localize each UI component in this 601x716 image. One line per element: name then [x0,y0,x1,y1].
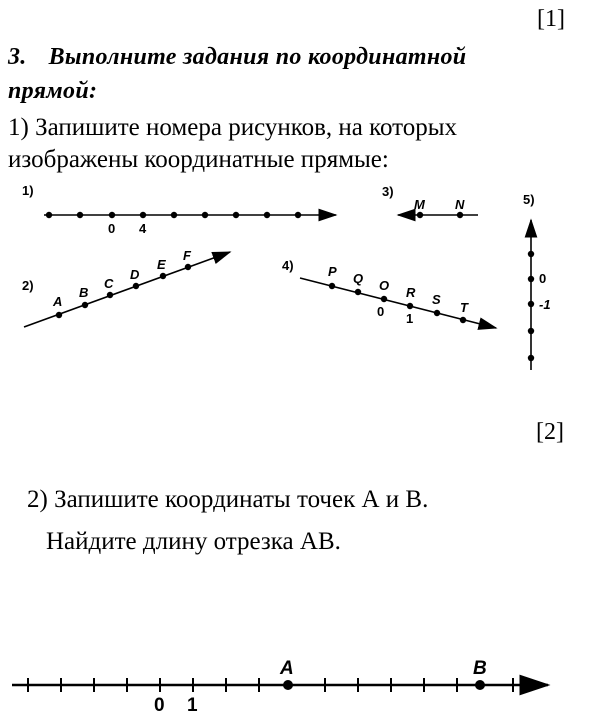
fig1-tick-4: 4 [139,221,147,236]
score-mark-1: [1] [537,6,565,32]
fig2-label: 2) [22,278,34,293]
part2-point-A-label: A [280,658,294,679]
task-title-line1: Выполните задания по координатной [48,44,467,70]
part1-line2: изображены координатные прямые: [8,146,389,173]
part2-line2: Найдите длину отрезка АВ. [46,528,341,555]
fig4-point-Q: Q [353,271,364,286]
part1-line1: 1) Запишите номера рисунков, на которых [8,114,458,141]
fig4-point-T: T [460,300,468,315]
fig2-point-B: B [79,285,89,300]
part2-point-A-dot [283,680,293,690]
fig4-point-S: S [432,292,441,307]
part2-tick-0: 0 [154,695,165,716]
fig5-tick-minus1: -1 [539,297,551,312]
fig4-tick-1: 1 [406,311,414,326]
fig3-label: 3) [382,184,394,199]
fig4-point-O: O [379,278,390,293]
task-number: 3. [8,44,27,70]
part2-tick-1: 1 [187,695,198,716]
fig2-point-D: D [130,267,140,282]
fig2-point-A: A [53,294,63,309]
fig1-tick-0: 0 [108,221,116,236]
fig2-point-C: C [104,276,114,291]
part2-line1: 2) Запишите координаты точек А и В. [27,486,429,513]
task-title-line2: прямой: [8,78,98,104]
fig4-label: 4) [282,258,294,273]
fig2-point-F: F [183,248,191,263]
fig1-label: 1) [22,183,34,198]
fig2-point-E: E [157,257,166,272]
score-mark-2: [2] [536,419,564,445]
part2-point-B-dot [475,680,485,690]
fig5-tick-0: 0 [539,271,547,286]
fig4-point-R: R [406,285,416,300]
fig5-label: 5) [523,192,535,207]
fig3-point-N: N [455,197,465,212]
fig4-point-P: P [328,264,337,279]
fig4-tick-0: 0 [377,304,385,319]
fig2-line [24,252,230,327]
part2-point-B-label: B [473,658,487,679]
fig3-point-M: M [414,197,425,212]
